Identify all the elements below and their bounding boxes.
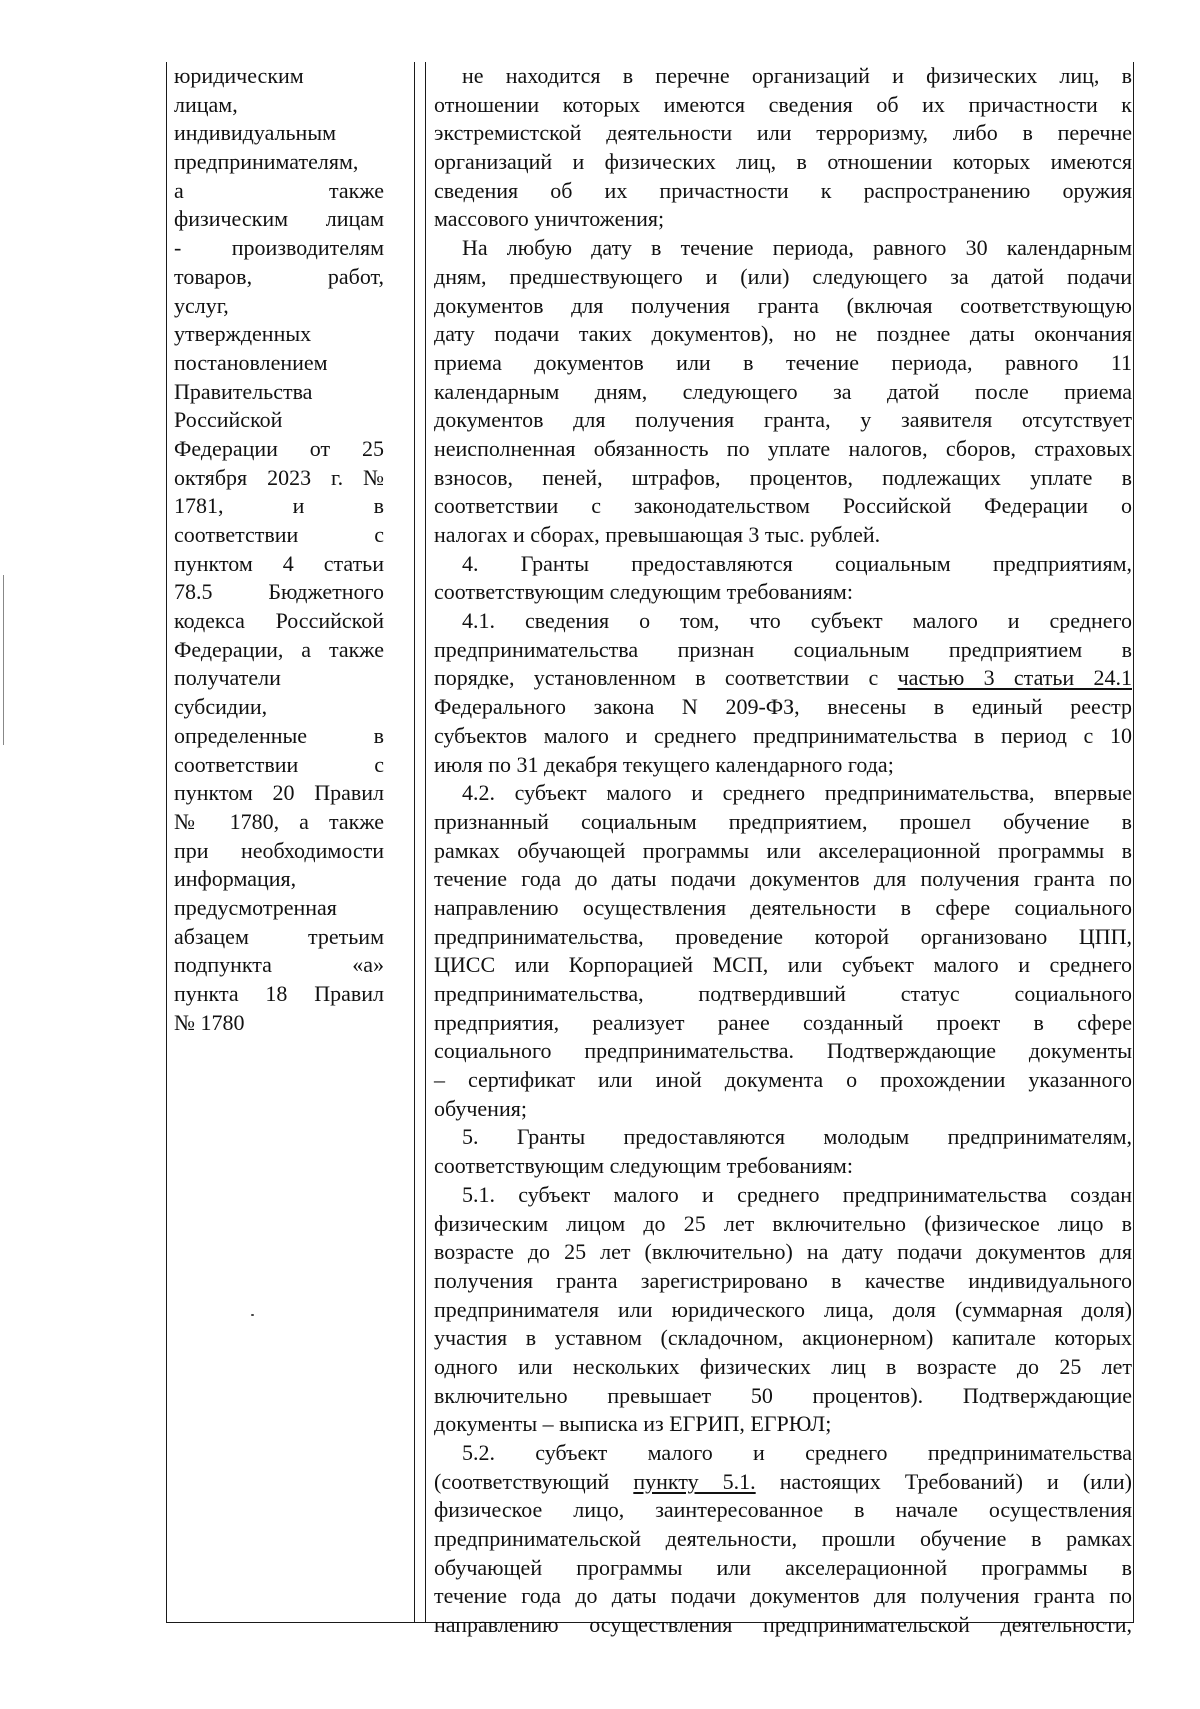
right-line: физическим лицом до 25 лет включительно (физическое лицо в bbox=[434, 1210, 1132, 1236]
right-line: На любую дату в течение периода, равного 30 календарным bbox=[462, 235, 1132, 261]
left-line: индивидуальным bbox=[174, 120, 337, 146]
right-line: июля по 31 декабря текущего календарного года; bbox=[434, 751, 894, 777]
right-line: соответствующим следующим требованиям: bbox=[434, 1153, 853, 1179]
right-line: рамках обучающей программы или акселерационной программы в bbox=[434, 837, 1132, 863]
left-line: предусмотренная bbox=[174, 894, 337, 920]
right-line-part: (соответствующий bbox=[434, 1468, 634, 1494]
right-line: течение года до даты подачи документов для получения гранта по bbox=[434, 1583, 1132, 1609]
point-reference-link[interactable]: пункту 5.1. bbox=[633, 1468, 756, 1494]
right-line: 4.2. субъект малого и среднего предпринимательства, впервые bbox=[462, 780, 1132, 806]
left-line: соответствии с bbox=[174, 522, 384, 547]
right-line: сведения об их причастности к распространению оружия bbox=[434, 177, 1132, 203]
right-line: дням, предшествующего и (или) следующего за датой подачи bbox=[434, 263, 1132, 289]
right-line: получения гранта зарегистрировано в качестве индивидуального bbox=[434, 1267, 1132, 1293]
left-line: кодекса Российской bbox=[174, 608, 384, 634]
right-line: экстремистской деятельности или терроризму, либо в перечне bbox=[434, 120, 1132, 146]
right-line: предпринимательства, проведение которой организовано ЦПП, bbox=[434, 923, 1132, 949]
right-column bbox=[434, 62, 1132, 1640]
right-line: включительно превышает 50 процентов). Подтверждающие bbox=[434, 1382, 1132, 1408]
right-line: календарным дням, следующего за датой после приема bbox=[434, 378, 1132, 404]
left-line: пунктом 4 статьи bbox=[174, 550, 384, 576]
right-line: 5.2. субъект малого и среднего предпринимательства bbox=[462, 1440, 1132, 1465]
right-line: приема документов или в течение периода, равного 11 bbox=[434, 349, 1132, 375]
left-line: товаров, работ, bbox=[174, 263, 384, 289]
left-line: утвержденных bbox=[174, 321, 312, 347]
right-line: социального предпринимательства. Подтверждающие документы bbox=[434, 1038, 1132, 1064]
right-line: отношении которых имеются сведения об их причастности к bbox=[434, 91, 1132, 117]
right-line: участия в уставном (складочном, акционерном) капитале которых bbox=[434, 1325, 1132, 1351]
right-line: предпринимательства признан социальным предприятием в bbox=[434, 636, 1132, 662]
left-line: Федерации, а также bbox=[174, 636, 384, 662]
right-line: документов для получения гранта (включая соответствующую bbox=[434, 292, 1132, 318]
law-reference-link[interactable]: частью 3 статьи 24.1 bbox=[897, 665, 1132, 691]
right-line: – сертификат или иной документа о прохождении указанного bbox=[434, 1067, 1132, 1093]
right-line: 5.1. субъект малого и среднего предпринимательства создан bbox=[462, 1181, 1132, 1207]
right-line-with-link bbox=[434, 664, 1132, 693]
right-line: неисполненная обязанность по уплате налогов, сборов, страховых bbox=[434, 435, 1132, 461]
left-line: № 1780 bbox=[174, 1009, 245, 1035]
left-line: Российской bbox=[174, 407, 283, 433]
left-line: октября 2023 г. № bbox=[174, 464, 384, 490]
right-line: физическое лицо, заинтересованное в начале осуществления bbox=[434, 1497, 1132, 1523]
left-line: № 1780, а также bbox=[174, 808, 384, 834]
left-line: 1781, и в bbox=[174, 493, 384, 519]
left-line: предпринимателям, bbox=[174, 149, 359, 175]
left-line: Правительства bbox=[174, 378, 313, 404]
left-line: субсидии, bbox=[174, 694, 268, 720]
scan-artifact-dot bbox=[251, 1314, 254, 1316]
right-line: Федерального закона N 209-ФЗ, внесены в единый реестр bbox=[434, 694, 1132, 720]
left-column bbox=[174, 62, 384, 1037]
left-line: - производителям bbox=[174, 235, 384, 261]
right-line: не находится в перечне организаций и физических лиц, в bbox=[462, 63, 1132, 88]
left-line: информация, bbox=[174, 866, 297, 892]
right-line: массового уничтожения; bbox=[434, 206, 665, 232]
left-line: при необходимости bbox=[174, 837, 384, 863]
right-line: предпринимательской деятельности, прошли обучение в рамках bbox=[434, 1526, 1132, 1552]
right-line-part: порядке, установленном в соответствии с bbox=[434, 665, 898, 691]
right-line: налогах и сборах, превышающая 3 тыс. рублей. bbox=[434, 522, 881, 547]
left-line: лицам, bbox=[174, 91, 238, 117]
left-line: получатели bbox=[174, 665, 281, 691]
right-line-with-link bbox=[434, 1468, 1132, 1497]
left-line: услуг, bbox=[174, 292, 229, 318]
right-line: признанный социальным предприятием, прошел обучение в bbox=[434, 808, 1132, 834]
column-divider-inner bbox=[425, 62, 426, 1623]
right-line: соответствующим следующим требованиям: bbox=[434, 579, 853, 605]
right-line-part: настоящих Требований) и (или) bbox=[755, 1468, 1132, 1494]
right-line: обучающей программы или акселерационной программы в bbox=[434, 1554, 1132, 1580]
left-line: 78.5 Бюджетного bbox=[174, 579, 384, 605]
left-line: пункта 18 Правил bbox=[174, 981, 384, 1006]
left-line: а также bbox=[174, 177, 384, 203]
right-line: 4. Гранты предоставляются социальным предприятиям, bbox=[462, 550, 1132, 576]
right-line: направлению осуществления деятельности в сфере социального bbox=[434, 894, 1132, 920]
right-line: субъектов малого и среднего предпринимательства в период с 10 bbox=[434, 722, 1132, 748]
scan-artifact-line bbox=[3, 575, 4, 745]
right-line: направлению осуществления предпринимательской деятельности, bbox=[434, 1612, 1132, 1638]
right-line: 4.1. сведения о том, что субъект малого и среднего bbox=[462, 608, 1132, 634]
left-line: пунктом 20 Правил bbox=[174, 780, 384, 806]
right-line: организаций и физических лиц, в отношении которых имеются bbox=[434, 149, 1132, 175]
right-line: предпринимателя или юридического лица, доля (суммарная доля) bbox=[434, 1296, 1132, 1322]
right-line: взносов, пеней, штрафов, процентов, подлежащих уплате в bbox=[434, 464, 1132, 490]
left-line: соответствии с bbox=[174, 751, 384, 777]
column-divider bbox=[414, 62, 415, 1623]
left-line: определенные в bbox=[174, 722, 384, 748]
right-line: 5. Гранты предоставляются молодым предпринимателям, bbox=[462, 1124, 1132, 1150]
right-line: дату подачи таких документов), но не позднее даты окончания bbox=[434, 321, 1132, 347]
right-line: предпринимательства, подтвердивший статус социального bbox=[434, 981, 1132, 1006]
right-line: ЦИСС или Корпорацией МСП, или субъект малого и среднего bbox=[434, 952, 1132, 978]
right-line: документов для получения гранта, у заявителя отсутствует bbox=[434, 407, 1132, 433]
right-line: документы – выписка из ЕГРИП, ЕГРЮЛ; bbox=[434, 1411, 832, 1437]
right-line: возрасте до 25 лет (включительно) на дату подачи документов для bbox=[434, 1239, 1132, 1265]
left-line: физическим лицам bbox=[174, 206, 384, 232]
right-line: предприятия, реализует ранее созданный проект в сфере bbox=[434, 1009, 1132, 1035]
left-line: подпункта «а» bbox=[174, 952, 384, 978]
left-line: постановлением bbox=[174, 349, 328, 375]
right-line: течение года до даты подачи документов для получения гранта по bbox=[434, 866, 1132, 892]
right-line: одного или нескольких физических лиц в возрасте до 25 лет bbox=[434, 1353, 1132, 1379]
left-line: юридическим bbox=[174, 63, 304, 88]
right-line: обучения; bbox=[434, 1095, 527, 1121]
left-line: абзацем третьим bbox=[174, 923, 384, 949]
left-line: Федерации от 25 bbox=[174, 435, 384, 461]
right-line: соответствии с законодательством Российской Федерации о bbox=[434, 493, 1132, 519]
